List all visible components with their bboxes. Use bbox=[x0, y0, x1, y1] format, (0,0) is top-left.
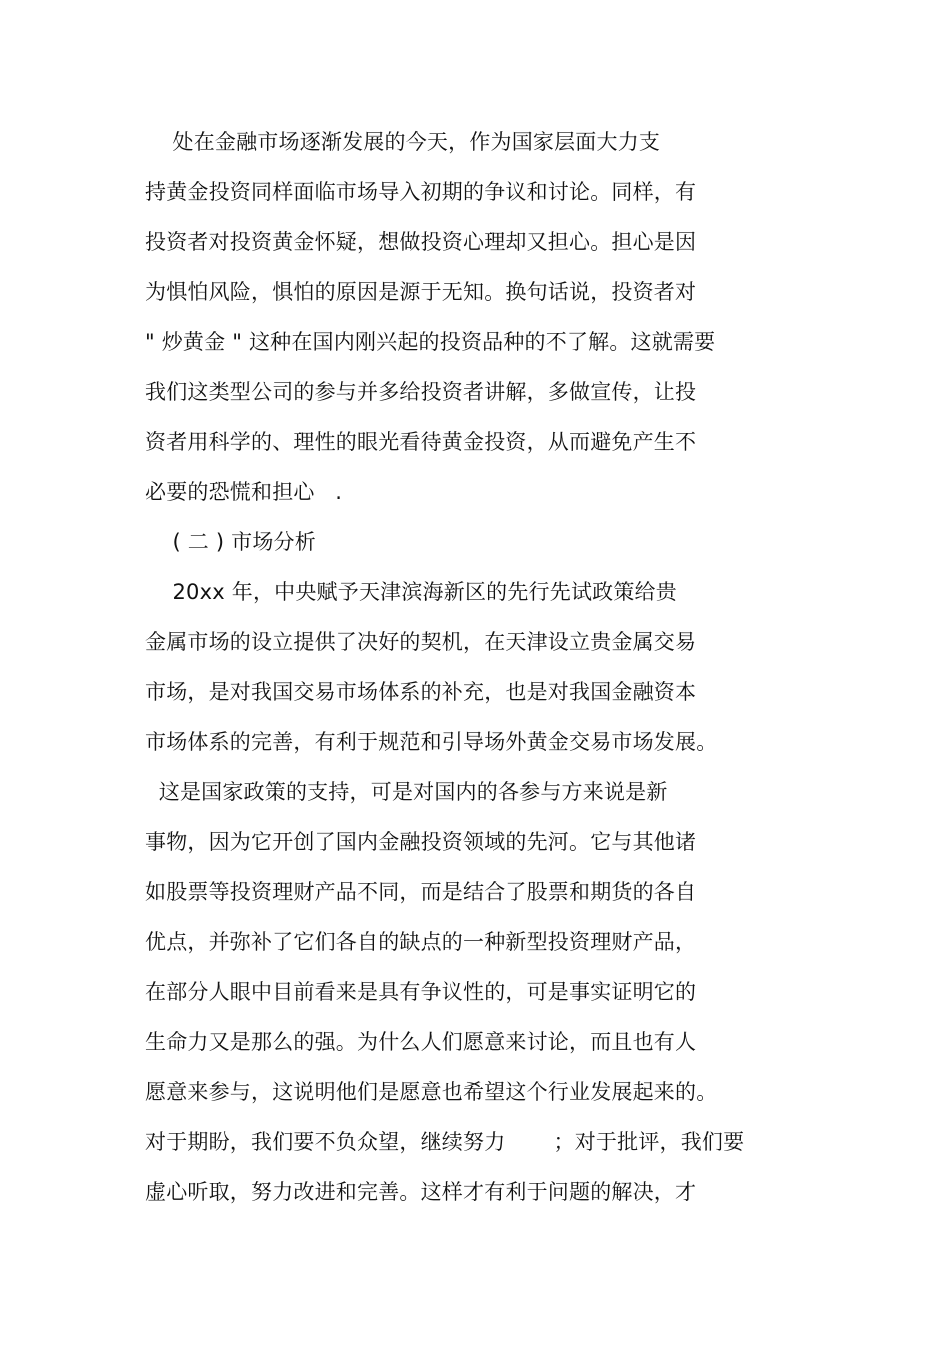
text-line: 愿意来参与，这说明他们是愿意也希望这个行业发展起来的。 bbox=[145, 1080, 718, 1104]
text-line: 如股票等投资理财产品不同，而是结合了股票和期货的各自 bbox=[145, 880, 697, 904]
text-line: 事物，因为它开创了国内金融投资领域的先河。它与其他诸 bbox=[145, 830, 697, 854]
text-line: 资者用科学的、理性的眼光看待黄金投资，从而避免产生不 bbox=[145, 430, 697, 454]
text-line: 虚心听取，努力改进和完善。这样才有利于问题的解决，才 bbox=[145, 1180, 697, 1204]
text-line: 为惧怕风险，惧怕的原因是源于无知。换句话说，投资者对 bbox=[145, 280, 697, 304]
text-line: 20xx 年，中央赋予天津滨海新区的先行先试政策给贵 bbox=[145, 580, 677, 604]
text-line: 在部分人眼中目前看来是具有争议性的，可是事实证明它的 bbox=[145, 980, 697, 1004]
section-heading: ( 二 ) 市场分析 bbox=[145, 530, 316, 554]
text-line: " 炒黄金 " 这种在国内刚兴起的投资品种的不了解。这就需要 bbox=[145, 330, 716, 354]
text-line: 金属市场的设立提供了决好的契机，在天津设立贵金属交易 bbox=[145, 630, 697, 654]
text-line: 生命力又是那么的强。为什么人们愿意来讨论，而且也有人 bbox=[145, 1030, 697, 1054]
text-line: 必要的恐慌和担心 . bbox=[145, 480, 343, 504]
text-line: 对于期盼，我们要不负众望，继续努力 ；对于批评，我们要 bbox=[145, 1130, 745, 1154]
text-line: 持黄金投资同样面临市场导入初期的争议和讨论。同样，有 bbox=[145, 180, 697, 204]
text-line: 投资者对投资黄金怀疑，想做投资心理却又担心。担心是因 bbox=[145, 230, 697, 254]
text-line: 我们这类型公司的参与并多给投资者讲解，多做宣传，让投 bbox=[145, 380, 697, 404]
text-line: 优点，并弥补了它们各自的缺点的一种新型投资理财产品， bbox=[145, 930, 697, 954]
text-line: 市场体系的完善，有利于规范和引导场外黄金交易市场发展。 bbox=[145, 730, 718, 754]
text-line: 市场，是对我国交易市场体系的补充，也是对我国金融资本 bbox=[145, 680, 697, 704]
text-line: 处在金融市场逐渐发展的今天，作为国家层面大力支 bbox=[145, 130, 661, 154]
text-line: 这是国家政策的支持，可是对国内的各参与方来说是新 bbox=[145, 780, 668, 804]
